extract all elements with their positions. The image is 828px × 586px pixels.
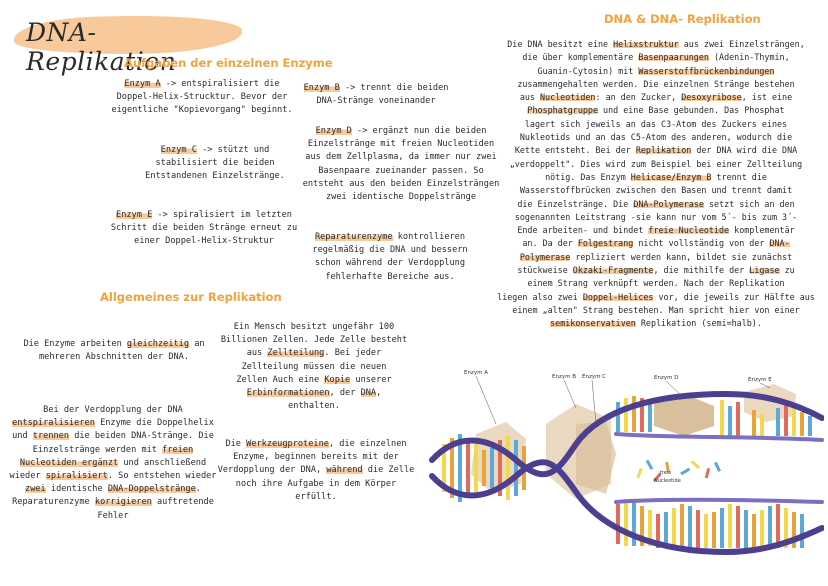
right-column-text: Die DNA besitzt eine Helixstruktur aus zwei Einzelsträngen, die über komplementäre Basenpaarungen (Adenin-Thymin, Guanin-Cytosin) mit Wasserstoffbrückenbindungen zusammengehalten werden. Die einzelnen Stränge bestehen aus Nucleotiden: an den Zucker, Desoxyribose, ist eine Phosphatgruppe und eine Base gebunden. Das Phosphat lagert sich jeweils an das C3-Atom des Zuckers eines Nukleotids und an das C5-Atom des anderen, wodurch die Kette entsteht. Bei der Replikation der DNA wird die DNA „verdoppelt". Dies wird zum Beispiel bei einer Zellteilung nötig. Das Enzym Helicase/Enzym B trennt die Wasserstoffbrücken zwischen den Basen und trennt damit die Einzelstränge. Die DNA-Polymerase setzt sich an den sogenannten Leitstrang -sie kann nur vom 5´- bis zum 3´- Ende arbeiten- und bindet freie Nucleotide komplementär an. Da der Folgestrang nicht vollständig von der DNA- Polymerase repliziert werden kann, bildet sie zunächst stückweise Okzaki-Fragmente, die mithilfe der Ligase zu einem Strang verknüpft werden. Nach der Replikation liegen also zwei Doppel-Helices vor, die jeweils zur Hälfte aus einem „alten" Strang bestehen. Man spricht hier von einer semikonservativen Replikation (semi=halb). [497, 39, 815, 329]
general-paragraph-4: Die Werkzeugproteine, die einzelnen Enzyme, beginnen bereits mit der Verdopplung der DNA, während die Zelle noch ihre Aufgabe in dem Körper erfüllt. [217, 439, 415, 502]
replication-diagram [426, 364, 824, 582]
enzym-a-name: Enzym A [124, 79, 161, 89]
enzym-c-note: Enzym C -> stützt und stabilisiert die beiden Entstandenen Einzelstränge. [145, 145, 285, 182]
right-heading: DNA & DNA- Replikation [604, 12, 761, 26]
general-paragraph-1: Die Enzyme arbeiten gleichzeitig an mehreren Abschnitten der DNA. [23, 339, 205, 363]
enzym-d-note: Enzym D -> ergänzt nun die beiden Einzelstränge mit freien Nucleotiden aus dem Zellplasma, da immer nur zwei Basenpaare zueinander passen. So entsteht aus den beiden Einzelsträngen zwei identische Doppelstränge [302, 126, 500, 203]
page-title: DNA-Replikation [26, 18, 177, 76]
enzym-d-name: Enzym D [315, 126, 352, 136]
diagram-label-enzym-c: Enzym C [582, 374, 607, 380]
general-paragraph-2: Ein Mensch besitzt ungefähr 100 Billionen Zellen. Jede Zelle besteht aus Zellteilung. Bei jeder Zellteilung müssen die neuen Zellen Auch eine Kopie unserer Erbinformationen, der DNA, enthalten. [220, 322, 408, 412]
general-paragraph-3: Bei der Verdopplung der DNA entspiralisieren Enzyme die Doppelhelix und trennen die beiden DNA-Stränge. Die Einzelstränge werden mit freien Nucleotiden ergänzt und anschließend wieder spiralisiert. So entstehen wieder zwei identische DNA-Doppelstränge. Reparaturenzyme korrigieren auftretende Fehler [9, 405, 217, 521]
enzym-c-name: Enzym C [160, 145, 197, 155]
diagram-label-free: freie [660, 470, 672, 476]
diagram-label-enzym-a: Enzym A [464, 370, 488, 376]
enzym-a-note: Enzym A -> entspiralisiert die Doppel-Helix-Strucktur. Bevor der eigentliche "Kopievorgang" beginnt. [111, 79, 293, 116]
diagram-label-enzym-d: Enzym D [654, 375, 679, 381]
enzym-e-name: Enzym E [116, 210, 153, 220]
diagram-label-enzym-e: Enzym E [748, 377, 772, 383]
enzymes-heading: Aufgaben der einzelnen Enzyme [124, 56, 333, 70]
enzym-b-note: Enzym B -> trennt die beiden DNA-Stränge voneinander [303, 83, 449, 107]
diagram-label-enzym-b: Enzym B [552, 374, 576, 380]
enzym-b-name: Enzym B [303, 83, 340, 93]
general-heading: Allgemeines zur Replikation [100, 290, 282, 304]
diagram-label-pointers [476, 376, 770, 424]
diagram-label-nucleotide: Nucleotide [654, 478, 681, 484]
repair-enzymes-name: Reparaturenzyme [314, 232, 393, 242]
repair-enzymes-note: Reparaturenzyme kontrollieren regelmäßig die DNA und bessern schon während der Verdopplung fehlerhafte Bereiche aus. [312, 232, 468, 282]
enzym-e-note: Enzym E -> spiralisiert im letzten Schritt die beiden Stränge erneut zu einer Doppel-Helix-Struktur [110, 210, 298, 247]
